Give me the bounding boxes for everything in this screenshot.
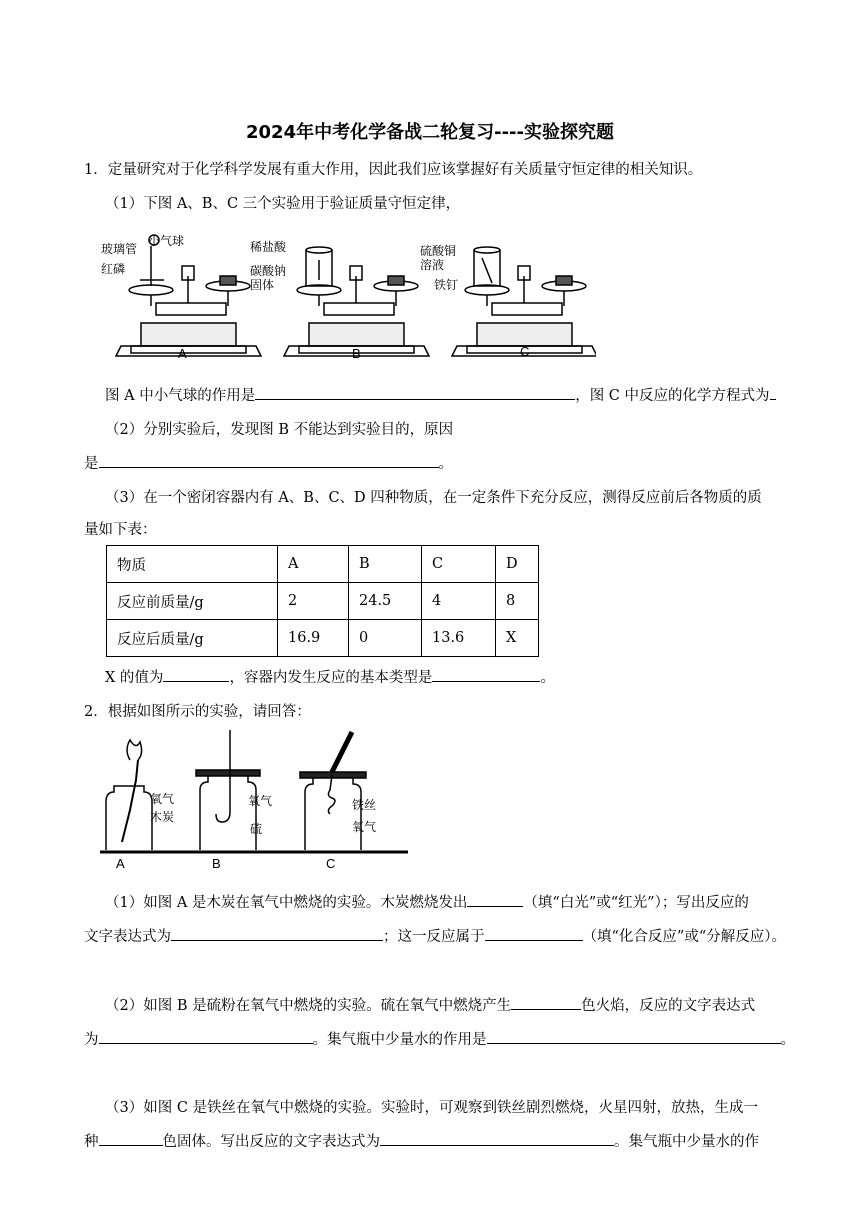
label-charcoal: 木炭	[150, 810, 175, 824]
q2-part2-cont: 为 。集气瓶中少量水的作用是 。	[84, 1028, 795, 1049]
table-cell: X	[496, 620, 539, 657]
q1-part2-answer: 是 。	[84, 452, 453, 473]
blank-reaction-type[interactable]	[432, 667, 540, 682]
blank-water-role-b[interactable]	[487, 1029, 781, 1044]
q1-part3-cont: 量如下表：	[84, 522, 157, 538]
label-iron-wire: 铁丝	[352, 798, 377, 812]
table-cell: 0	[349, 620, 422, 657]
balance-a	[116, 235, 261, 356]
blank-solid-color[interactable]	[99, 1131, 163, 1146]
blank-flame-color[interactable]	[511, 995, 581, 1010]
mass-table	[106, 545, 539, 657]
table-cell: 物质	[107, 546, 278, 583]
label-oxygen-a: 氧气	[150, 792, 175, 806]
table-cell: 4	[422, 583, 496, 620]
balance-b	[284, 247, 429, 356]
label-na2co3: 碳酸钠	[250, 264, 287, 278]
caption-jar-c: C	[326, 856, 336, 871]
table-cell: 反应前质量/g	[107, 583, 278, 620]
caption-a: A	[178, 346, 187, 361]
table-cell: 16.9	[278, 620, 349, 657]
q2-part1: （1）如图 A 是木炭在氧气中燃烧的实验。木炭燃烧发出 （填“白光”或“红光”）；写出反应的	[105, 891, 749, 912]
balance-c	[452, 247, 596, 356]
table-cell: 反应后质量/g	[107, 620, 278, 657]
q2-part3: （3）如图 C 是铁丝在氧气中燃烧的实验。实验时，可观察到铁丝剧烈燃烧，火星四射，放热，生成一	[105, 1100, 759, 1116]
q2-part2: （2）如图 B 是硫粉在氧气中燃烧的实验。硫在氧气中燃烧产生 色火焰，反应的文字表达式	[105, 994, 755, 1015]
table-cell: D	[496, 546, 539, 583]
table-cell: 2	[278, 583, 349, 620]
q2-part3-cont: 种 色固体。写出反应的文字表达式为 。集气瓶中少量水的作	[84, 1130, 759, 1151]
table-row	[107, 583, 539, 620]
q1-part2: （2）分别实验后，发现图 B 不能达到实验目的，原因	[105, 422, 454, 438]
blank-balloon-role[interactable]	[255, 385, 575, 400]
caption-c: C	[520, 344, 530, 359]
label-iron-nail: 铁钉	[434, 278, 459, 292]
table-cell: 8	[496, 583, 539, 620]
table-cell: C	[422, 546, 496, 583]
page-title: 2024年中考化学备战二轮复习----实验探究题	[246, 122, 614, 143]
caption-b: B	[352, 346, 361, 361]
label-oxygen-c: 氧气	[352, 820, 377, 834]
q1-part1: （1）下图 A、B、C 三个实验用于验证质量守恒定律，	[105, 196, 461, 212]
label-glass-tube: 玻璃管	[101, 242, 138, 256]
blank-equation-c[interactable]	[770, 385, 776, 400]
blank-light-color[interactable]	[467, 892, 523, 907]
blank-reason[interactable]	[99, 453, 439, 468]
q1-stem: 1．定量研究对于化学科学发展有重大作用，因此我们应该掌握好有关质量守恒定律的相关知识。	[84, 162, 703, 178]
table-cell: B	[349, 546, 422, 583]
table-cell: 13.6	[422, 620, 496, 657]
table-cell: 24.5	[349, 583, 422, 620]
q1-part1-question: 图 A 中小气球的作用是 ，图 C 中反应的化学方程式为	[105, 384, 776, 405]
caption-jar-a: A	[116, 856, 125, 871]
table-row	[107, 620, 539, 657]
jar-a	[106, 740, 152, 850]
label-cuso4: 硫酸铜	[420, 244, 457, 258]
label-sulfur: 硫	[250, 822, 263, 836]
blank-iron-expression[interactable]	[380, 1131, 614, 1146]
q1-x-question: X 的值为 ，容器内发生反应的基本类型是 。	[105, 666, 555, 687]
label-oxygen-b: 氧气	[248, 794, 273, 808]
q1-part3: （3）在一个密闭容器内有 A、B、C、D 四种物质，在一定条件下充分反应，测得反应前后各物质的质	[105, 490, 762, 506]
blank-x-value[interactable]	[163, 667, 229, 682]
label-solid: 固体	[250, 278, 275, 292]
blank-reaction-class[interactable]	[485, 926, 583, 941]
q2-stem: 2．根据如图所示的实验，请回答：	[84, 704, 311, 720]
caption-jar-b: B	[212, 856, 221, 871]
label-solution: 溶液	[420, 258, 445, 272]
label-red-phosphorus: 红磷	[101, 262, 126, 276]
blank-sulfur-expression[interactable]	[99, 1029, 313, 1044]
table-row	[107, 546, 539, 583]
blank-charcoal-expression[interactable]	[171, 926, 383, 941]
label-hcl: 稀盐酸	[250, 240, 287, 254]
table-cell: A	[278, 546, 349, 583]
q2-part1-cont: 文字表达式为 ；这一反应属于 （填“化合反应”或“分解反应）。	[84, 925, 786, 946]
label-balloon: 小气球	[148, 234, 185, 248]
